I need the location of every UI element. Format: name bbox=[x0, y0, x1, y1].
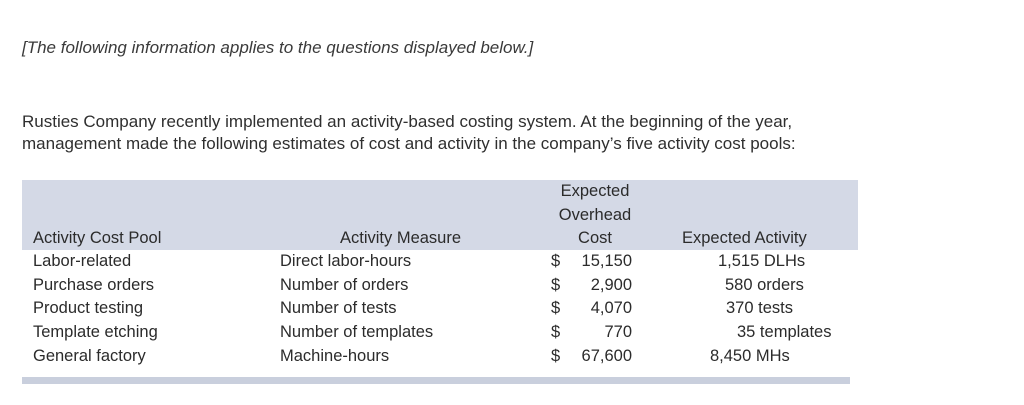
row-2-cost: 2,900 bbox=[590, 276, 632, 294]
row-3-currency: $ bbox=[551, 299, 561, 317]
row-4-currency: $ bbox=[551, 323, 561, 341]
row-5-currency: $ bbox=[551, 347, 561, 365]
row-3-activity: 370 tests bbox=[726, 299, 793, 317]
row-2-activity: 580 orders bbox=[725, 276, 804, 294]
row-3-pool: Product testing bbox=[33, 299, 144, 317]
row-2-pool: Purchase orders bbox=[33, 276, 155, 294]
row-5-activity: 8,450 MHs bbox=[710, 347, 790, 365]
header-activity-cost-pool: Activity Cost Pool bbox=[33, 229, 162, 247]
row-4-pool: Template etching bbox=[33, 323, 158, 341]
header-activity-measure: Activity Measure bbox=[340, 229, 462, 247]
row-4-activity: 35 templates bbox=[737, 323, 832, 341]
table-footer-rule bbox=[22, 377, 850, 384]
row-5-pool: General factory bbox=[33, 347, 146, 365]
row-1-activity: 1,515 DLHs bbox=[718, 252, 806, 270]
row-4-cost: 770 bbox=[604, 323, 632, 341]
row-2-currency: $ bbox=[551, 276, 561, 294]
row-5-cost: 67,600 bbox=[581, 347, 632, 365]
header-expected-activity: Expected Activity bbox=[682, 229, 807, 247]
row-1-pool: Labor-related bbox=[33, 252, 132, 270]
header-cost-line-2: Overhead bbox=[558, 205, 632, 224]
row-2-measure: Number of orders bbox=[280, 276, 409, 294]
intro-paragraph bbox=[22, 111, 962, 155]
intro-line-2: management made the following estimates of cost and activity in the company’s five activity cost pools: bbox=[22, 134, 796, 153]
header-cost-line-1: Expected bbox=[560, 182, 630, 200]
row-4-measure: Number of templates bbox=[280, 323, 434, 341]
activity-cost-table bbox=[22, 180, 858, 386]
row-1-currency: $ bbox=[551, 252, 561, 270]
row-5-measure: Machine-hours bbox=[280, 347, 390, 365]
header-cost-line-3: Cost bbox=[578, 229, 612, 247]
intro-line-1: Rusties Company recently implemented an activity-based costing system. At the beginning of the year, bbox=[22, 112, 793, 131]
row-1-cost: 15,150 bbox=[581, 252, 632, 270]
row-1-measure: Direct labor-hours bbox=[280, 252, 412, 270]
instruction-note: [The following information applies to the questions displayed below.] bbox=[22, 38, 534, 57]
header-expected-overhead-cost bbox=[532, 180, 658, 251]
row-3-measure: Number of tests bbox=[280, 299, 397, 317]
row-3-cost: 4,070 bbox=[590, 299, 632, 317]
